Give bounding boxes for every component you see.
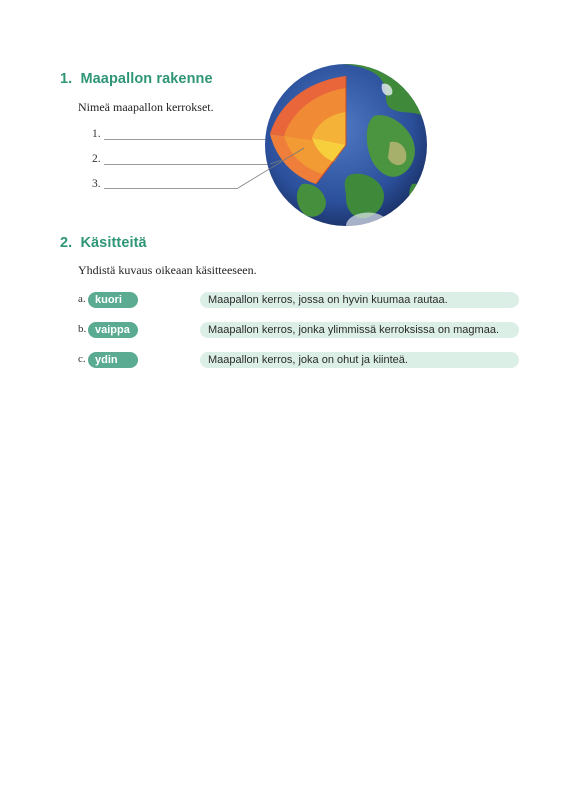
section-2-title — [60, 235, 147, 251]
description-b[interactable]: Maapallon kerros, jonka ylimmissä kerroksissa on magmaa. — [200, 322, 519, 338]
term-pill-vaippa[interactable]: vaippa — [88, 322, 138, 338]
section-1-instruction: Nimeä maapallon kerrokset. — [78, 100, 214, 114]
item-letter-a: a. — [78, 293, 86, 305]
description-c[interactable]: Maapallon kerros, joka on ohut ja kiinteä. — [200, 352, 519, 368]
item-letter-b: b. — [78, 323, 87, 335]
section-1-heading: Maapallon rakenne — [80, 71, 213, 87]
blank-label-2: 2. — [92, 153, 101, 165]
section-1-number: 1. — [60, 71, 73, 87]
leader-line-3 — [238, 148, 304, 188]
section-2-instruction: Yhdistä kuvaus oikeaan käsitteeseen. — [78, 263, 257, 277]
term-pill-ydin[interactable]: ydin — [88, 352, 138, 368]
term-pill-kuori[interactable]: kuori — [88, 292, 138, 308]
section-2-number: 2. — [60, 235, 73, 251]
blank-label-1: 1. — [92, 128, 101, 140]
description-a[interactable]: Maapallon kerros, jossa on hyvin kuumaa rautaa. — [200, 292, 519, 308]
section-2-heading: Käsitteitä — [80, 235, 147, 251]
item-letter-c: c. — [78, 353, 86, 365]
blank-label-3: 3. — [92, 178, 101, 190]
